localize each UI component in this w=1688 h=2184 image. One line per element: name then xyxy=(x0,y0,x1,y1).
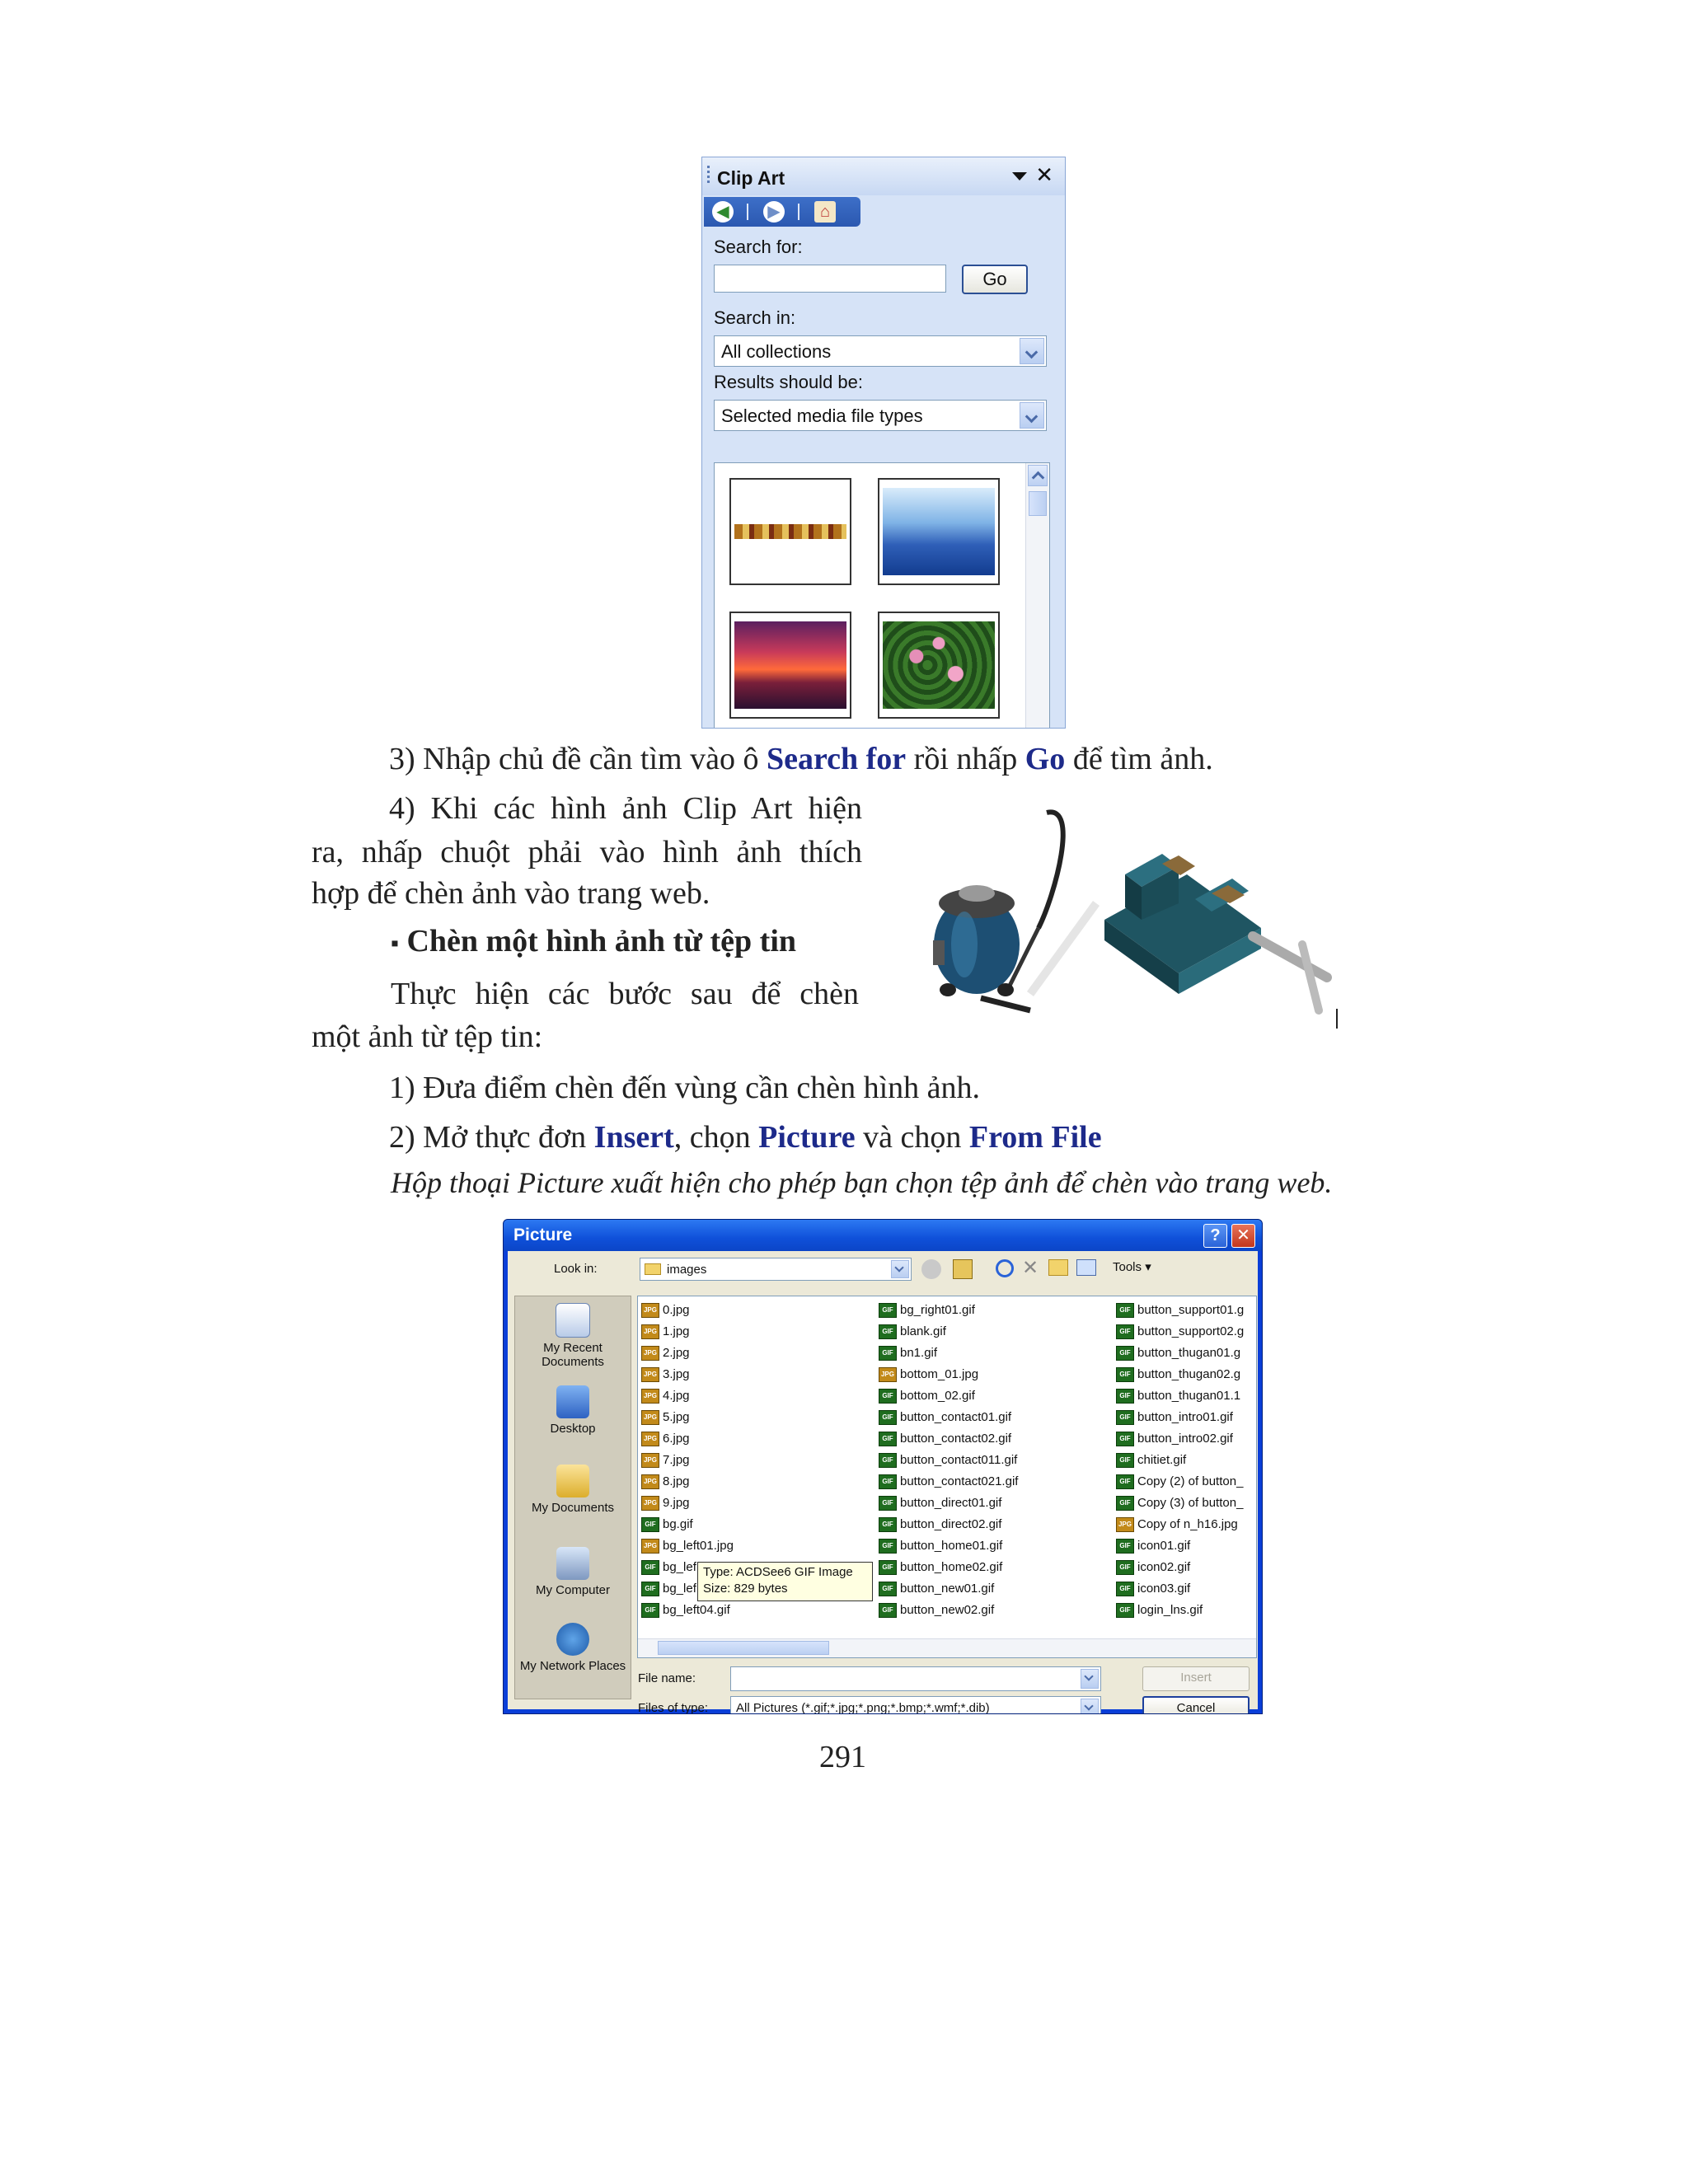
file-item[interactable] xyxy=(1114,1514,1244,1535)
intro-line-1: Thực hiện các bước sau để chèn xyxy=(391,977,859,1011)
file-item[interactable] xyxy=(877,1385,1018,1407)
file-name: Copy (3) of button_ xyxy=(1137,1496,1244,1510)
file-item[interactable] xyxy=(877,1300,1018,1321)
section-heading-text: Chèn một hình ảnh từ tệp tin xyxy=(406,924,797,958)
file-item[interactable] xyxy=(877,1450,1018,1471)
file-name: 0.jpg xyxy=(663,1303,690,1317)
step-4-line-3: hợp để chèn ảnh vào trang web. xyxy=(312,876,710,911)
file-item[interactable] xyxy=(877,1557,1018,1578)
gif-file-icon: GIF xyxy=(1116,1603,1134,1618)
file-name: bg_right01.gif xyxy=(900,1303,975,1317)
file-item[interactable] xyxy=(640,1385,734,1407)
gif-file-icon: GIF xyxy=(879,1389,897,1404)
keyword-go: Go xyxy=(1025,742,1066,776)
step-3-text xyxy=(389,738,1213,780)
file-item[interactable] xyxy=(640,1600,734,1621)
file-item[interactable] xyxy=(640,1514,734,1535)
file-name: chitiet.gif xyxy=(1137,1453,1187,1467)
file-item[interactable] xyxy=(1114,1557,1244,1578)
clip-art-title: Clip Art xyxy=(717,167,785,189)
file-item[interactable] xyxy=(877,1343,1018,1364)
jpg-file-icon: JPG xyxy=(641,1346,659,1361)
file-name: button_new01.gif xyxy=(900,1582,995,1596)
close-button[interactable]: ✕ xyxy=(1231,1224,1255,1248)
search-in-value: All collections xyxy=(721,341,832,362)
file-name: button_home02.gif xyxy=(900,1560,1003,1574)
step-2-text xyxy=(389,1116,1102,1159)
bench-vise-image xyxy=(1104,854,1327,1010)
gif-file-icon: GIF xyxy=(1116,1324,1134,1339)
look-in-select[interactable] xyxy=(640,1258,912,1281)
file-name: 5.jpg xyxy=(663,1410,690,1424)
file-name: bg.gif xyxy=(663,1517,693,1531)
gif-file-icon: GIF xyxy=(1116,1582,1134,1596)
gif-file-icon: GIF xyxy=(641,1560,659,1575)
my-computer-icon xyxy=(556,1547,589,1580)
file-name: bg_lef xyxy=(663,1560,696,1574)
section-heading xyxy=(391,923,796,959)
search-web-icon[interactable] xyxy=(996,1259,1014,1277)
nav-separator xyxy=(747,204,748,220)
file-list-scrollbar[interactable] xyxy=(638,1638,1256,1657)
file-item[interactable] xyxy=(1114,1578,1244,1600)
search-in-select[interactable] xyxy=(714,335,1047,367)
tools-label: Tools xyxy=(1113,1260,1142,1274)
file-tooltip xyxy=(697,1562,873,1601)
gif-file-icon: GIF xyxy=(1116,1346,1134,1361)
file-list xyxy=(637,1296,1257,1658)
keyword-insert: Insert xyxy=(593,1120,674,1155)
file-item[interactable] xyxy=(640,1450,734,1471)
results-type-select[interactable] xyxy=(714,400,1047,431)
gif-file-icon: GIF xyxy=(1116,1560,1134,1575)
step-2-prefix: 2) Mở thực đơn xyxy=(389,1120,594,1155)
file-name: icon02.gif xyxy=(1137,1560,1191,1574)
file-item[interactable] xyxy=(640,1428,734,1450)
clip-thumbnail-banner[interactable] xyxy=(729,478,851,585)
chevron-down-icon[interactable] xyxy=(1020,338,1044,364)
step-2-mid-2: và chọn xyxy=(855,1120,969,1155)
gif-file-icon: GIF xyxy=(879,1582,897,1596)
lotus-image xyxy=(883,621,995,709)
file-item[interactable] xyxy=(1114,1493,1244,1514)
results-label: Results should be: xyxy=(714,372,863,392)
file-name: button_thugan01.1 xyxy=(1137,1389,1241,1403)
look-in-value: images xyxy=(667,1263,707,1277)
gif-file-icon: GIF xyxy=(1116,1410,1134,1425)
step-3-suffix: để tìm ảnh. xyxy=(1065,742,1213,776)
file-name: Copy of n_h16.jpg xyxy=(1137,1517,1238,1531)
clip-thumbnail-lotus[interactable] xyxy=(878,612,1000,719)
gif-file-icon: GIF xyxy=(641,1517,659,1532)
file-item[interactable] xyxy=(1114,1300,1244,1321)
place-label: My Documents xyxy=(531,1501,615,1515)
back-icon[interactable] xyxy=(921,1259,941,1279)
tools-menu[interactable]: Tools ▾ xyxy=(1113,1260,1151,1274)
file-item[interactable] xyxy=(877,1535,1018,1557)
gif-file-icon: GIF xyxy=(879,1453,897,1468)
jpg-file-icon: JPG xyxy=(641,1303,659,1318)
gif-file-icon: GIF xyxy=(641,1603,659,1618)
file-item[interactable] xyxy=(640,1343,734,1364)
gif-file-icon: GIF xyxy=(879,1539,897,1554)
file-name: button_support02.g xyxy=(1137,1324,1245,1338)
mountains-image xyxy=(883,488,995,575)
keyword-from-file: From File xyxy=(968,1120,1102,1155)
file-item[interactable] xyxy=(1114,1385,1244,1407)
tooltip-size: Size: 829 bytes xyxy=(703,1582,788,1596)
file-name: 7.jpg xyxy=(663,1453,690,1467)
step-4-line-2: ra, nhấp chuột phải vào hình ảnh thích xyxy=(312,835,862,869)
file-item[interactable] xyxy=(640,1364,734,1385)
file-item[interactable] xyxy=(640,1321,734,1343)
gif-file-icon: GIF xyxy=(1116,1453,1134,1468)
picture-dialog xyxy=(503,1219,1263,1714)
file-name-input[interactable] xyxy=(730,1666,1101,1691)
page-number: 291 xyxy=(819,1740,866,1774)
gif-file-icon: GIF xyxy=(1116,1474,1134,1489)
file-name: button_contact01.gif xyxy=(900,1410,1012,1424)
file-name: bg_left04.gif xyxy=(663,1603,730,1617)
file-item[interactable] xyxy=(1114,1450,1244,1471)
file-item[interactable] xyxy=(877,1493,1018,1514)
gif-file-icon: GIF xyxy=(879,1410,897,1425)
gif-file-icon: GIF xyxy=(1116,1539,1134,1554)
scroll-thumb[interactable] xyxy=(658,1641,829,1655)
file-name: 1.jpg xyxy=(663,1324,690,1338)
back-icon[interactable]: ◀ xyxy=(712,201,734,223)
place-my-network[interactable] xyxy=(515,1623,631,1673)
sunset-image xyxy=(734,621,846,709)
close-icon[interactable]: ✕ xyxy=(1035,162,1053,187)
clip-art-titlebar xyxy=(702,157,1065,195)
file-name: 9.jpg xyxy=(663,1496,690,1510)
place-label: My Recent Documents xyxy=(542,1341,604,1369)
chevron-down-icon[interactable] xyxy=(891,1260,909,1278)
file-name: button_intro02.gif xyxy=(1137,1432,1233,1446)
picture-dialog-title: Picture xyxy=(513,1226,573,1244)
gif-file-icon: GIF xyxy=(879,1303,897,1318)
step-1-text: 1) Đưa điểm chèn đến vùng cần chèn hình ảnh. xyxy=(389,1071,981,1105)
pane-grip[interactable] xyxy=(707,166,710,185)
gif-file-icon: GIF xyxy=(879,1560,897,1575)
search-for-input[interactable] xyxy=(714,265,946,293)
file-item[interactable] xyxy=(877,1514,1018,1535)
file-name: button_intro01.gif xyxy=(1137,1410,1233,1424)
file-column-3 xyxy=(1114,1300,1244,1621)
scroll-thumb[interactable] xyxy=(1029,491,1047,516)
place-label: My Network Places xyxy=(519,1659,626,1673)
up-folder-icon[interactable] xyxy=(953,1259,973,1279)
gif-file-icon: GIF xyxy=(879,1496,897,1511)
gif-file-icon: GIF xyxy=(1116,1367,1134,1382)
file-name: login_lns.gif xyxy=(1137,1603,1203,1617)
file-name: Copy (2) of button_ xyxy=(1137,1474,1244,1488)
file-item[interactable] xyxy=(640,1471,734,1493)
place-label: My Computer xyxy=(535,1583,611,1597)
pane-nav-bar xyxy=(704,197,860,227)
files-of-type-label: Files of type: xyxy=(638,1701,709,1714)
dialog-caption: Hộp thoại Picture xuất hiện cho phép bạn chọn tệp ảnh để chèn vào trang web. xyxy=(391,1166,1333,1199)
file-name: blank.gif xyxy=(900,1324,946,1338)
jpg-file-icon: JPG xyxy=(879,1367,897,1382)
jpg-file-icon: JPG xyxy=(641,1324,659,1339)
file-name: button_thugan02.g xyxy=(1137,1367,1241,1381)
file-item[interactable] xyxy=(640,1493,734,1514)
file-item[interactable] xyxy=(877,1428,1018,1450)
file-item[interactable] xyxy=(877,1321,1018,1343)
my-network-places-icon xyxy=(556,1623,589,1656)
folder-icon xyxy=(645,1263,661,1275)
forward-icon[interactable]: ▶ xyxy=(763,201,785,223)
file-item[interactable] xyxy=(877,1407,1018,1428)
vacuum-cleaner-image xyxy=(933,812,1096,1010)
file-name: button_new02.gif xyxy=(900,1603,995,1617)
jpg-file-icon: JPG xyxy=(641,1432,659,1446)
place-recent-documents[interactable] xyxy=(515,1303,631,1369)
file-item[interactable] xyxy=(1114,1321,1244,1343)
places-bar xyxy=(514,1296,631,1699)
gif-file-icon: GIF xyxy=(879,1603,897,1618)
file-item[interactable] xyxy=(640,1535,734,1557)
files-of-type-select[interactable] xyxy=(730,1696,1101,1714)
views-icon[interactable] xyxy=(1076,1259,1096,1276)
place-label: Desktop xyxy=(550,1422,596,1436)
new-folder-icon[interactable] xyxy=(1048,1259,1068,1276)
gif-file-icon: GIF xyxy=(879,1517,897,1532)
picture-dialog-titlebar xyxy=(504,1220,1262,1251)
keyword-picture: Picture xyxy=(758,1120,856,1155)
step-2-mid-1: , chọn xyxy=(673,1120,759,1155)
clip-thumbnail-sunset[interactable] xyxy=(729,612,851,719)
file-name: 3.jpg xyxy=(663,1367,690,1381)
file-name: 8.jpg xyxy=(663,1474,690,1488)
step-3-prefix: 3) Nhập chủ đề cần tìm vào ô xyxy=(389,742,767,776)
file-name: 6.jpg xyxy=(663,1432,690,1446)
scroll-up-icon[interactable] xyxy=(1028,465,1048,486)
step-3-mid: rồi nhấp xyxy=(906,742,1025,776)
keyword-search-for: Search for xyxy=(766,742,907,776)
step-4-line-1: 4) Khi các hình ảnh Clip Art hiện xyxy=(389,791,862,826)
file-item[interactable] xyxy=(1114,1364,1244,1385)
file-item[interactable] xyxy=(877,1578,1018,1600)
clipart-illustration xyxy=(915,796,1343,1035)
picture-dialog-body xyxy=(508,1251,1258,1714)
gif-file-icon: GIF xyxy=(1116,1389,1134,1404)
file-item[interactable] xyxy=(1114,1600,1244,1621)
file-name: button_thugan01.g xyxy=(1137,1346,1241,1360)
place-my-documents[interactable] xyxy=(515,1465,631,1515)
gif-file-icon: GIF xyxy=(641,1582,659,1596)
chevron-down-icon[interactable] xyxy=(1081,1699,1099,1714)
insert-button[interactable]: Insert xyxy=(1142,1666,1250,1691)
nav-separator xyxy=(798,204,799,220)
place-desktop[interactable] xyxy=(515,1385,631,1436)
jpg-file-icon: JPG xyxy=(641,1367,659,1382)
home-icon[interactable]: ⌂ xyxy=(814,201,836,223)
gif-file-icon: GIF xyxy=(879,1432,897,1446)
file-name: bottom_01.jpg xyxy=(900,1367,979,1381)
file-name: bottom_02.gif xyxy=(900,1389,975,1403)
pane-menu-dropdown-icon[interactable] xyxy=(1012,172,1027,180)
search-for-label: Search for: xyxy=(714,237,803,257)
chevron-down-icon[interactable] xyxy=(1081,1669,1099,1689)
file-name-label: File name: xyxy=(638,1671,696,1685)
my-documents-icon xyxy=(556,1465,589,1497)
look-in-label: Look in: xyxy=(554,1262,598,1276)
file-item[interactable] xyxy=(640,1300,734,1321)
help-button[interactable]: ? xyxy=(1203,1224,1227,1248)
results-scrollbar[interactable] xyxy=(1025,463,1049,729)
search-in-label: Search in: xyxy=(714,307,796,328)
file-item[interactable] xyxy=(1114,1471,1244,1493)
file-name: button_contact02.gif xyxy=(900,1432,1012,1446)
jpg-file-icon: JPG xyxy=(1116,1517,1134,1532)
file-item[interactable] xyxy=(877,1600,1018,1621)
file-name: button_support01.g xyxy=(1137,1303,1245,1317)
file-name: button_direct02.gif xyxy=(900,1517,1002,1531)
file-item[interactable] xyxy=(877,1471,1018,1493)
file-item[interactable] xyxy=(1114,1407,1244,1428)
results-type-value: Selected media file types xyxy=(721,405,923,426)
desktop-icon xyxy=(556,1385,589,1418)
gif-file-icon: GIF xyxy=(879,1474,897,1489)
gif-file-icon: GIF xyxy=(1116,1432,1134,1446)
file-name: icon01.gif xyxy=(1137,1539,1191,1553)
file-name: bg_left01.jpg xyxy=(663,1539,734,1553)
cancel-button[interactable]: Cancel xyxy=(1142,1696,1250,1714)
jpg-file-icon: JPG xyxy=(641,1410,659,1425)
file-name: button_contact011.gif xyxy=(900,1453,1018,1467)
files-of-type-value: All Pictures (*.gif;*.jpg;*.png;*.bmp;*.wmf;*.dib) xyxy=(736,1701,990,1714)
file-item[interactable] xyxy=(877,1364,1018,1385)
go-button[interactable]: Go xyxy=(962,265,1028,294)
file-name: bg_lef xyxy=(663,1582,696,1596)
file-name: 2.jpg xyxy=(663,1346,690,1360)
file-item[interactable] xyxy=(1114,1428,1244,1450)
file-name: icon03.gif xyxy=(1137,1582,1191,1596)
banner-image xyxy=(734,524,846,539)
gif-file-icon: GIF xyxy=(879,1346,897,1361)
recent-documents-icon xyxy=(556,1303,590,1338)
clip-art-pane xyxy=(701,157,1066,729)
jpg-file-icon: JPG xyxy=(641,1474,659,1489)
chevron-down-icon[interactable] xyxy=(1020,402,1044,429)
jpg-file-icon: JPG xyxy=(641,1539,659,1554)
file-name: button_contact021.gif xyxy=(900,1474,1019,1488)
file-item[interactable] xyxy=(640,1407,734,1428)
file-name: button_direct01.gif xyxy=(900,1496,1002,1510)
tooltip-type: Type: ACDSee6 GIF Image xyxy=(703,1565,853,1579)
file-item[interactable] xyxy=(1114,1535,1244,1557)
jpg-file-icon: JPG xyxy=(641,1453,659,1468)
clip-results-area xyxy=(714,462,1050,729)
file-name: 4.jpg xyxy=(663,1389,690,1403)
jpg-file-icon: JPG xyxy=(641,1496,659,1511)
place-my-computer[interactable] xyxy=(515,1547,631,1597)
file-name: bn1.gif xyxy=(900,1346,938,1360)
file-name: button_home01.gif xyxy=(900,1539,1003,1553)
intro-line-2: một ảnh từ tệp tin: xyxy=(312,1019,543,1054)
delete-icon[interactable]: ✕ xyxy=(1022,1257,1039,1279)
gif-file-icon: GIF xyxy=(1116,1496,1134,1511)
bullet-icon: ▪ xyxy=(391,930,399,957)
gif-file-icon: GIF xyxy=(879,1324,897,1339)
clip-thumbnail-mountains[interactable] xyxy=(878,478,1000,585)
file-column-2 xyxy=(877,1300,1018,1621)
jpg-file-icon: JPG xyxy=(641,1389,659,1404)
file-item[interactable] xyxy=(1114,1343,1244,1364)
gif-file-icon: GIF xyxy=(1116,1303,1134,1318)
